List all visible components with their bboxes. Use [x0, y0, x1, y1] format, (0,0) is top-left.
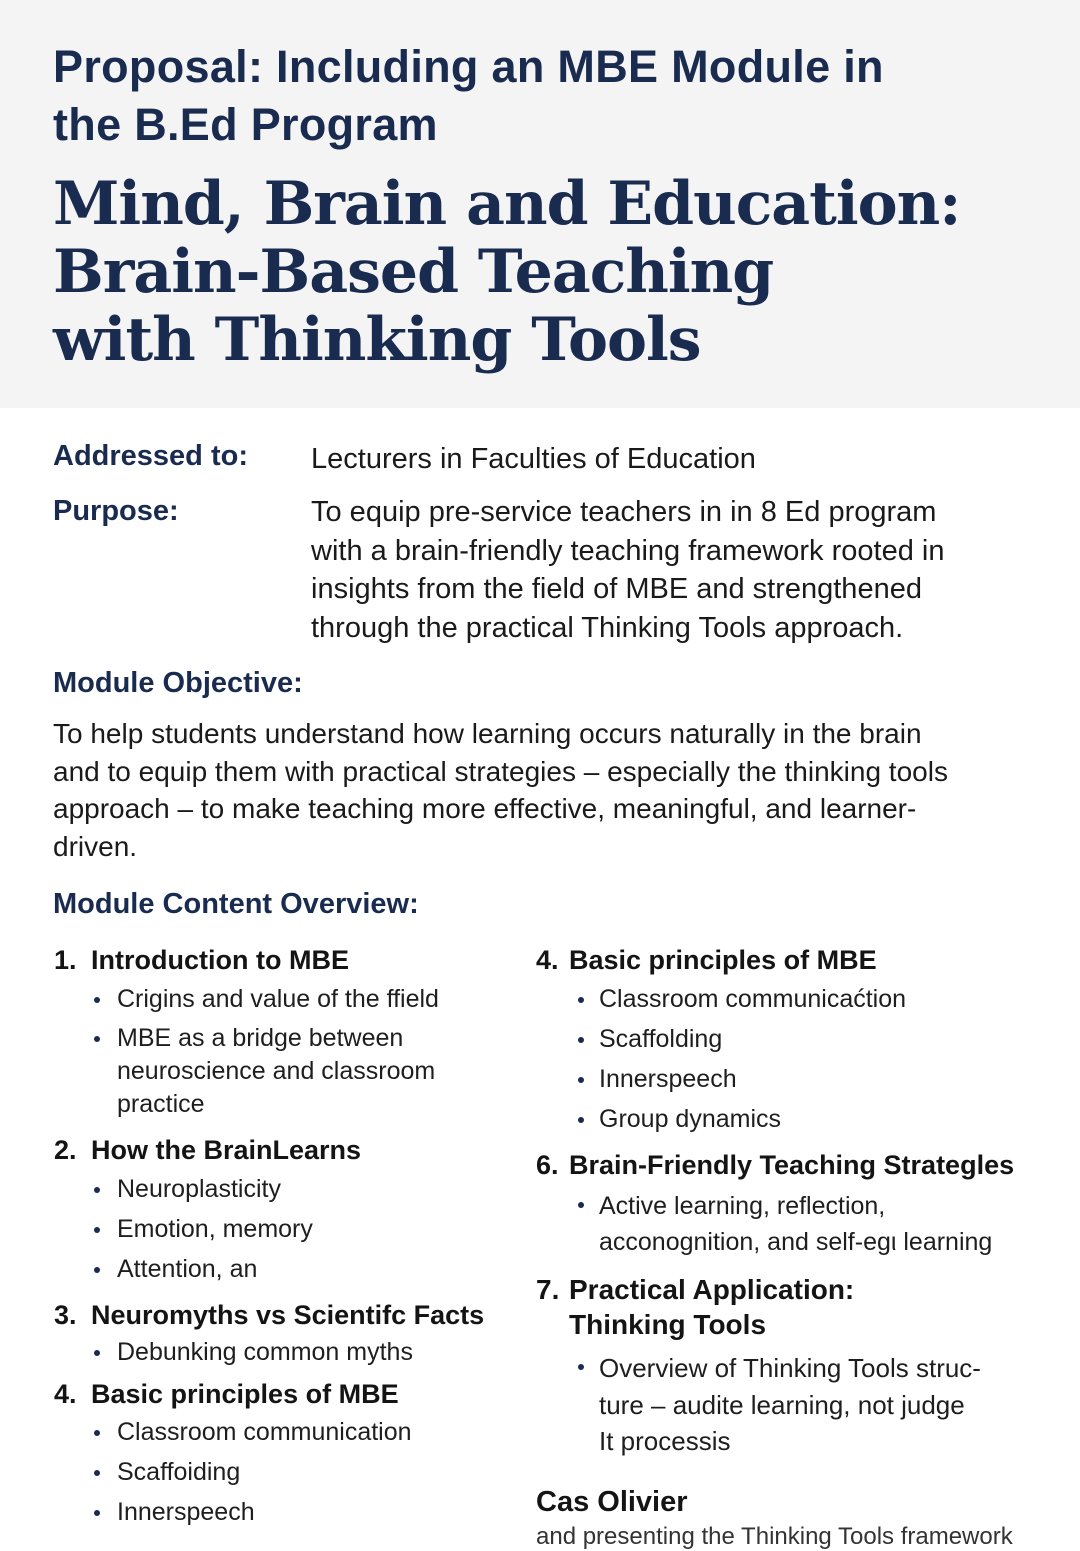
purpose-line: insights from the field of MBE and strengthened — [311, 573, 922, 605]
module-item — [54, 1377, 524, 1529]
overview-heading: Module Content Overview: — [53, 888, 419, 920]
list-item: Emotion, memory — [54, 1213, 524, 1246]
list-item: Crigins and value of the ffield — [54, 983, 524, 1016]
page-title — [53, 170, 1053, 374]
list-item: Scaffolding — [536, 1023, 1056, 1056]
author-subtitle: and presenting the Thinking Tools framework — [536, 1523, 1013, 1550]
proposal-line-2: the B.Ed Program — [53, 99, 438, 150]
bullet-icon — [94, 1036, 100, 1042]
purpose-label: Purpose: — [53, 495, 179, 527]
list-item: Classroom communication — [54, 1416, 524, 1449]
purpose-line: with a brain-friendly teaching framework rooted in — [311, 534, 945, 567]
item-title: Brain-Friendly Teaching Strategles — [569, 1150, 1015, 1180]
title-line-1: Mind, Brain and Education: — [53, 169, 961, 239]
purpose-line: through the practical Thinking Tools approach. — [311, 611, 904, 644]
bullet-icon — [94, 1187, 100, 1193]
item-title: Practical Application: Thinking Tools — [569, 1274, 855, 1340]
bullet-icon — [94, 1350, 100, 1356]
objective-line: approach – to make teaching more effective, meaningful, and learner- — [53, 793, 917, 824]
overview-right-column — [536, 943, 1056, 1460]
list-item: Group dynamics — [536, 1103, 1056, 1136]
bullet-icon — [578, 1037, 584, 1043]
item-title: How the BrainLearns — [91, 1135, 362, 1165]
purpose-line: To equip pre-service teachers in in 8 Ed program — [311, 496, 937, 528]
author-name: Cas Olivier — [536, 1486, 688, 1518]
item-title: Introduction to MBE — [91, 945, 349, 975]
item-title: Neuromyths vs Scientifc Facts — [91, 1300, 485, 1330]
list-item: Innerspeech — [536, 1063, 1056, 1096]
list-item: Innerspeech — [54, 1496, 524, 1529]
module-item — [536, 943, 1056, 1136]
purpose-value — [311, 493, 1051, 647]
objective-text — [53, 715, 1043, 865]
module-item — [536, 1148, 1056, 1260]
item-number: 2. — [54, 1135, 77, 1165]
item-number: 6. — [536, 1150, 559, 1180]
item-number: 1. — [54, 945, 77, 975]
objective-heading: Module Objective: — [53, 667, 303, 699]
item-title: Basic principles of MBE — [569, 945, 877, 975]
bullet-icon — [578, 1117, 584, 1123]
bullet-icon — [94, 997, 100, 1003]
module-item — [54, 1133, 524, 1286]
header-banner — [0, 0, 1080, 408]
item-number: 7. — [536, 1274, 560, 1305]
item-title: Basic principles of MBE — [91, 1379, 399, 1409]
bullet-icon — [94, 1470, 100, 1476]
bullet-icon — [94, 1510, 100, 1516]
list-item: Scaffoiding — [54, 1456, 524, 1489]
module-item — [54, 1298, 524, 1369]
overview-left-column — [54, 943, 524, 1529]
addressed-label: Addressed to: — [53, 440, 248, 472]
proposal-line-1: Proposal: Including an MBE Module in — [53, 41, 884, 92]
addressed-value: Lecturers in Faculties of Education — [311, 443, 756, 475]
objective-line: and to equip them with practical strategies – especially the thinking tools — [53, 755, 948, 787]
item-number: 4. — [536, 945, 559, 975]
list-item: Neuroplasticity — [54, 1173, 524, 1206]
objective-line: To help students understand how learning occurs naturally in the brain — [53, 718, 922, 749]
objective-line: driven. — [53, 830, 138, 862]
bullet-icon — [578, 997, 584, 1003]
bullet-icon — [94, 1227, 100, 1233]
list-item: MBE as a bridge between neuroscience and classroom practice — [54, 1022, 524, 1121]
item-number: 4. — [54, 1379, 77, 1409]
module-item — [536, 1272, 1056, 1460]
list-item: Overview of Thinking Tools struc-ture – audite learning, not judge It processis — [536, 1350, 1056, 1460]
bullet-icon — [578, 1364, 584, 1370]
list-item: Classroom communicaćtion — [536, 983, 1056, 1016]
bullet-icon — [94, 1430, 100, 1436]
title-line-2: Brain-Based Teaching — [53, 237, 774, 307]
item-number: 3. — [54, 1300, 77, 1330]
module-item — [54, 943, 524, 1121]
bullet-icon — [94, 1267, 100, 1273]
title-line-3: with Thinking Tools — [53, 305, 701, 375]
list-item: Debunking common myths — [54, 1336, 524, 1369]
list-item: Attention, an — [54, 1253, 524, 1286]
bullet-icon — [578, 1077, 584, 1083]
list-item: Active learning, reflection, acconognition, and self-egι learning — [536, 1188, 1056, 1260]
proposal-heading — [53, 38, 1013, 154]
bullet-icon — [578, 1202, 584, 1208]
